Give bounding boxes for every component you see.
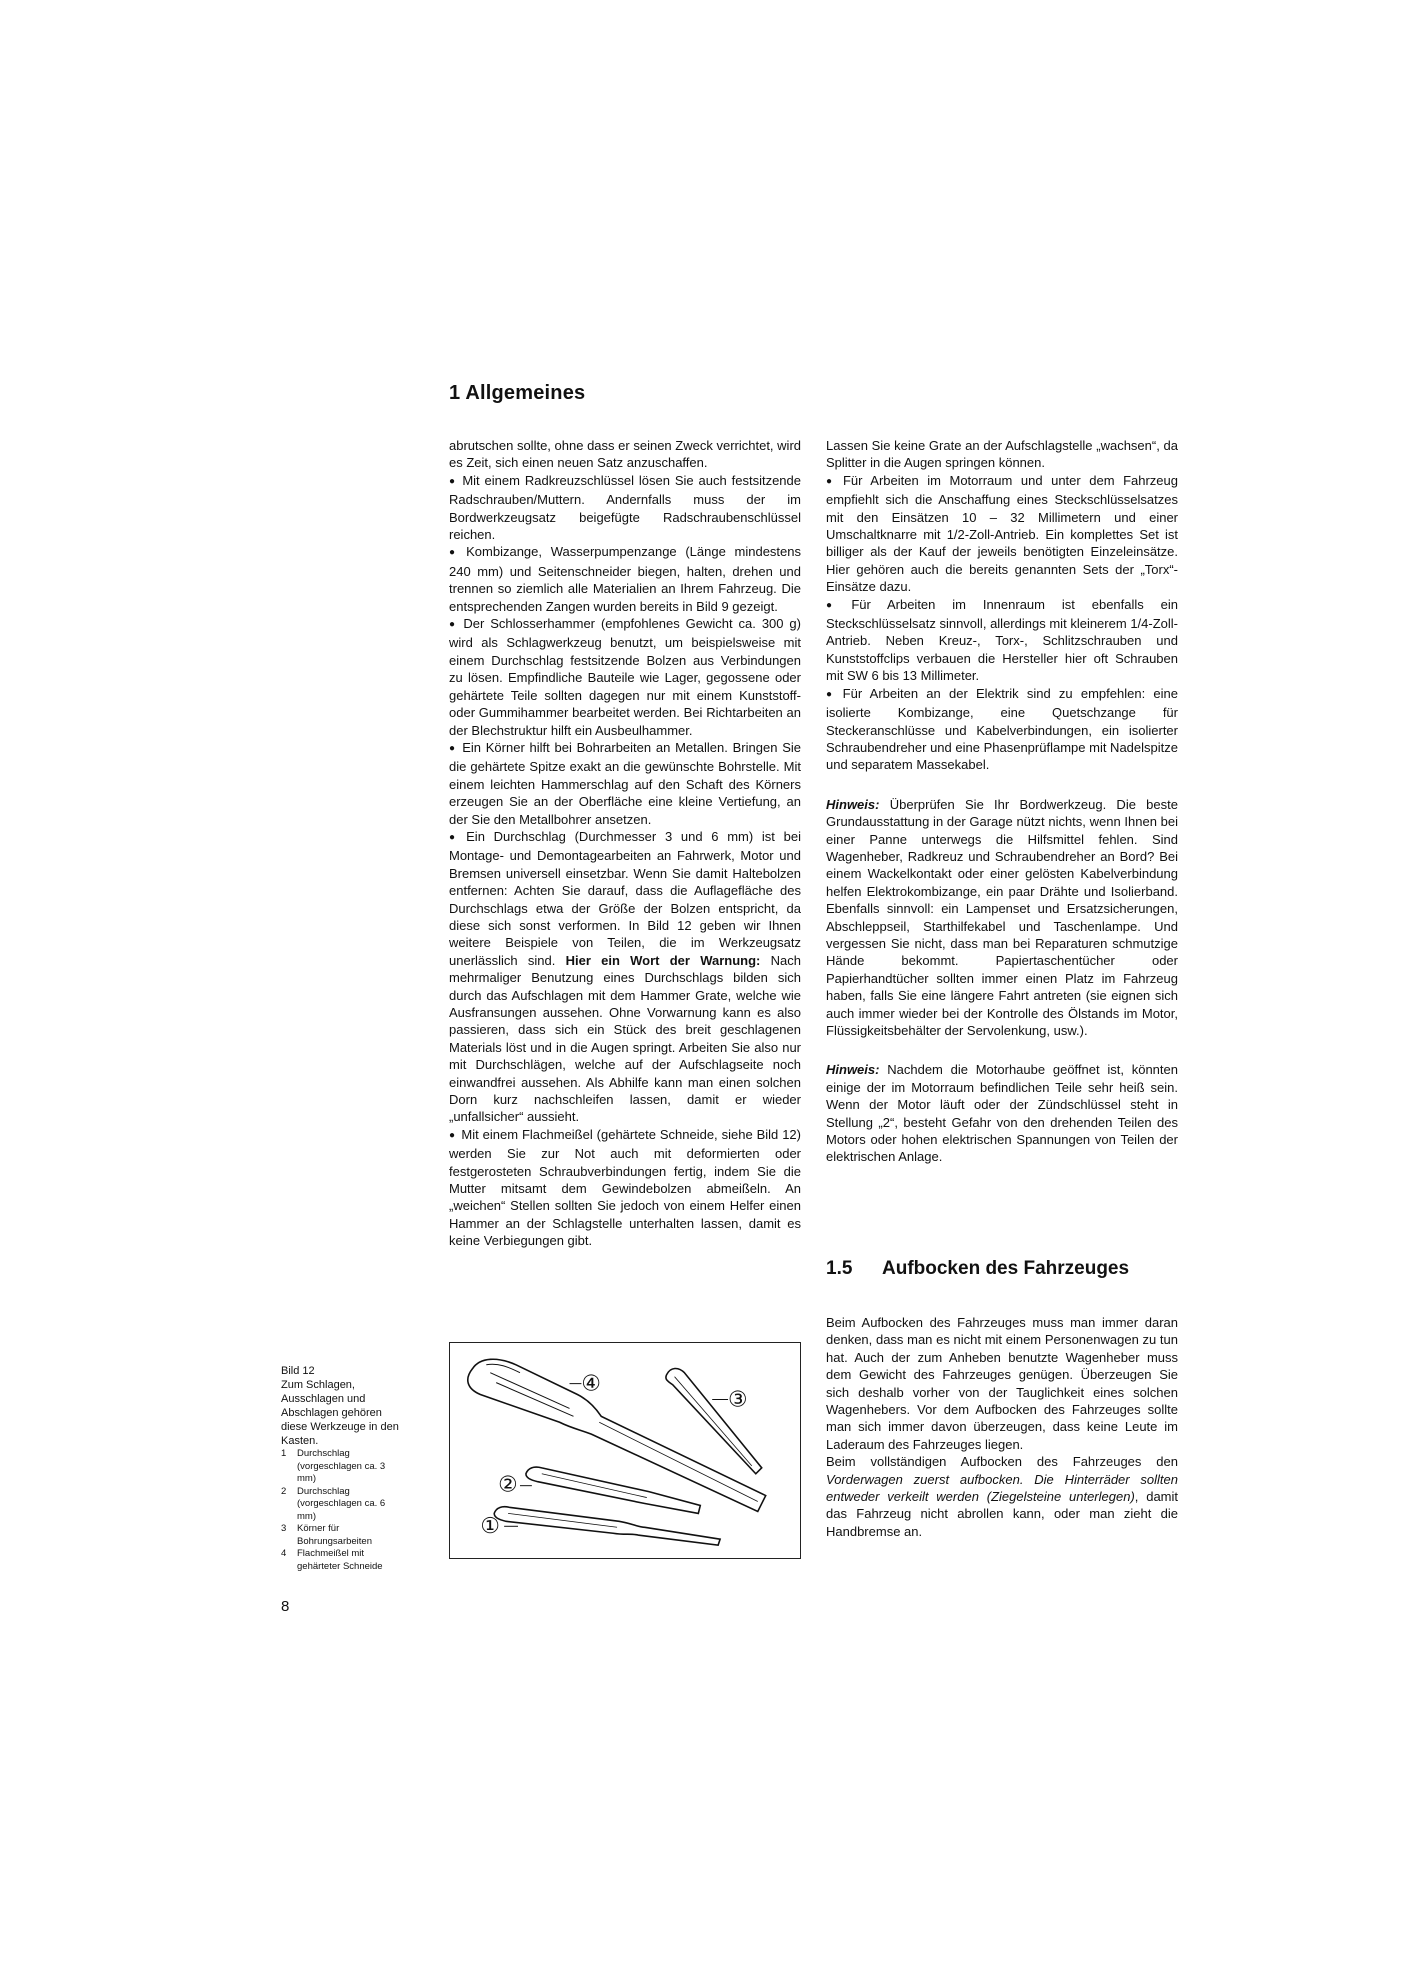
bullet-paragraph: ● Für Arbeiten an der Elektrik sind zu empfehlen: eine isolierte Kombizange, eine Quetschzange für Steckeranschlüsse und Kabelverbindungen, ein isolierter Schraubendreher und eine Phasenprüflampe mit Nadelspitze und separatem Massekabel. [826, 685, 1178, 774]
tools-illustration [449, 1342, 801, 1559]
caption-item [281, 1486, 406, 1524]
paragraph-text: Beim vollständigen Aufbocken des Fahrzeuges den [826, 1454, 1178, 1470]
caption-item-text: Durchschlag (vorgeschlagen ca. 3 mm) [297, 1448, 386, 1484]
figure-label-4: ④ [581, 1371, 601, 1397]
section-title: Aufbocken des Fahrzeuges [882, 1258, 1130, 1279]
bullet-paragraph-warning [449, 828, 801, 1126]
warning-label: Hier ein Wort der Warnung: [565, 952, 761, 968]
caption-item [281, 1448, 406, 1486]
hinweis-note [826, 796, 1178, 1040]
bullet-paragraph: ● Für Arbeiten im Motorraum und unter dem Fahrzeug empfiehlt sich die Anschaffung eines Steckschlüsselsatzes mit den Einsätzen 10 – 32 Millimetern und einer Umschaltknarre mit 1/2-Zoll-Antrieb. Ein komplettes Set ist billiger als der Kauf der jeweils benötigten Einzeleinsätze. Hier gehören auch die bereits genannten Sets der „Torx“-Einsätze dazu. [826, 472, 1178, 596]
left-text-column [449, 437, 801, 1250]
section-body [826, 1314, 1178, 1540]
paragraph-text: Nach mehrmaliger Benutzung eines Durchschlags bilden sich durch das Aufschlagen mit dem Hammer Grate, welche wie Ausfransungen aussehen. Ohne Vorwarnung kann es also passieren, dass sich ein Stück des breit geschlagenen Materials löst und in die Augen springt. Arbeiten Sie also nur mit Durchschlägen, welche auf der Aufschlagseite noch einwandfrei aussehen. Als Abhilfe kann man einen solchen Dorn kurz nachschleifen lassen, damit er wieder „unfallsicher“ aussieht. [449, 952, 801, 1125]
tools-drawing [450, 1343, 800, 1558]
figure-label-3: ③ [728, 1387, 748, 1413]
caption-item [281, 1548, 406, 1573]
figure-caption [281, 1364, 406, 1573]
hinweis-note [826, 1061, 1178, 1165]
paragraph: Lassen Sie keine Grate an der Aufschlagstelle „wachsen“, da Splitter in die Augen springen können. [826, 438, 1178, 471]
hinweis-label: Hinweis: [826, 1062, 880, 1078]
chapter-title: 1 Allgemeines [449, 382, 586, 404]
page-number: 8 [281, 1598, 290, 1615]
paragraph: Beim Aufbocken des Fahrzeuges muss man immer daran denken, dass man es nicht mit einem Personenwagen zu tun hat. Auch der zum Anheben benutzte Wagenheber muss dem Gewicht des Fahrzeuges genügen. Überzeugen Sie sich deshalb vorher von der Tauglichkeit eines solchen Wagenhebers. Vor dem Aufbocken des Fahrzeuges sollte man sich immer davon überzeugen, dass keine Leute im Laderaum des Fahrzeuges liegen. [826, 1315, 1178, 1452]
caption-item-text: Durchschlag (vorgeschlagen ca. 6 mm) [297, 1485, 386, 1522]
section-number: 1.5 [826, 1258, 853, 1279]
caption-item-text: Körner für Bohrungsarbeiten [297, 1523, 372, 1547]
figure-label-1: ① [480, 1514, 500, 1540]
caption-item-number: 3 [281, 1523, 287, 1534]
bullet-paragraph: ● Für Arbeiten im Innenraum ist ebenfalls ein Steckschlüsselsatz sinnvoll, allerdings mit kleinerem 1/4-Zoll-Antrieb. Neben Kreuz-, Torx-, Schlitzschrauben und Kunststoffclips verbauen die Hersteller hier oft Schrauben mit SW 6 bis 13 Millimeter. [826, 596, 1178, 685]
caption-title: Bild 12 [281, 1365, 315, 1377]
caption-item-text: Flachmeißel mit gehärteter Schneide [297, 1548, 383, 1572]
caption-item-number: 2 [281, 1485, 287, 1497]
paragraph: abrutschen sollte, ohne dass er seinen Zweck verrichtet, wird es Zeit, sich einen neuen Satz anzuschaffen. [449, 438, 801, 471]
bullet-paragraph: ● Ein Körner hilft bei Bohrarbeiten an Metallen. Bringen Sie die gehärtete Spitze exakt an die gewünschte Bohrstelle. Mit einem leichten Hammerschlag auf den Schaft des Körners erzeugen Sie an der Oberfläche eine kleine Vertiefung, an der Sie den Metallbohrer ansetzen. [449, 739, 801, 828]
caption-text: Zum Schlagen, Ausschlagen und Abschlagen gehören diese Werkzeuge in den Kasten. [281, 1379, 399, 1447]
note-text: Nachdem die Motorhaube geöffnet ist, könnten einige der im Motorraum befindlichen Teile sehr heiß sein. Wenn der Motor läuft oder der Zündschlüssel steht in Stellung „2“, besteht Gefahr von den drehenden Teilen des Motors oder hohen elektrischen Spannungen von Teilen der elektrischen Anlage. [826, 1062, 1178, 1165]
emphasis-text: (Ziegelsteine unterlegen) [986, 1489, 1135, 1505]
bullet-paragraph: ● Mit einem Flachmeißel (gehärtete Schneide, siehe Bild 12) werden Sie zur Not auch mit deformierten oder festgerosteten Schraubverbindungen fertig, indem Sie die Mutter mitsamt dem Gewindebolzen abmeißeln. An „weichen“ Stellen sollten Sie jedoch von einem Helfer einen Hammer an der Schlagstelle unterhalten lassen, damit es keine Verbiegungen gibt. [449, 1126, 801, 1250]
figure-label-2: ② [498, 1472, 518, 1498]
paragraph-text: , damit das Fahrzeug nicht abrollen kann, oder man zieht die Handbremse an. [826, 1489, 1178, 1539]
caption-item-number: 1 [281, 1448, 287, 1459]
bullet-paragraph: ● Der Schlosserhammer (empfohlenes Gewicht ca. 300 g) wird als Schlagwerkzeug benutzt, um beispielsweise mit einem Durchschlag festsitzende Bolzen aus Verbindungen zu lösen. Empfindliche Bauteile wie Lager, gegossene oder gehärtete Teile sollten dagegen nur mit einem Kunststoff- oder Gummihammer bearbeitet werden. Bei Richtarbeiten an der Blechstruktur hilft ein Ausbeulhammer. [449, 615, 801, 739]
paragraph-text: Ein Durchschlag (Durchmesser 3 und 6 mm) ist bei Montage- und Demontagearbeiten an Fahrwerk, Motor und Bremsen universell einsetzbar. Wenn Sie damit Haltebolzen entfernen: Achten Sie darauf, dass die Auflagefläche des Durchschlags etwa der Größe der Bolzen entspricht, da diese sich sonst verformen. In Bild 12 geben wir Ihnen weitere Beispiele von Teilen, die im Werkzeugsatz unerlässlich sind. [449, 828, 801, 968]
right-text-column [826, 437, 1178, 1166]
bullet-paragraph: ● Mit einem Radkreuzschlüssel lösen Sie auch festsitzende Radschrauben/Muttern. Andernfalls muss der im Bordwerkzeugsatz beigefügte Radschraubenschlüssel reichen. [449, 472, 801, 544]
hinweis-label: Hinweis: [826, 796, 880, 812]
caption-item [281, 1523, 406, 1548]
caption-item-number: 4 [281, 1548, 287, 1559]
emphasis-text: Vorderwagen zuerst aufbocken. Die Hinterräder sollten entweder verkeilt werden [826, 1471, 1178, 1505]
note-text: Überprüfen Sie Ihr Bordwerkzeug. Die beste Grundausstattung in der Garage nützt nichts, wenn Ihnen bei einer Panne unterwegs die Hilfsmittel fehlen. Sind Wagenheber, Radkreuz und Schraubendreher an Bord? Bei einem Wackelkontakt oder einer gelösten Kabelverbindung helfen Elektrokombizange, ein paar Drähte und Isolierband. Ebenfalls sinnvoll: ein Lampenset und Ersatzsicherungen, Abschleppseil, Starthilfekabel und Taschenlampe. Und vergessen Sie nicht, dass man bei Reparaturen schmutzige Hände bekommt. Papiertaschentücher oder Papierhandtücher sollten immer einen Platz im Fahrzeug haben, falls Sie eine längere Fahrt antreten (sie eignen sich auch immer wieder bei der Kontrolle des Ölstands im Motor, Flüssigkeitsbehälter der Servolenkung, usw.). [826, 796, 1178, 1038]
paragraph [826, 1453, 1178, 1540]
section-heading [826, 1258, 1129, 1280]
bullet-paragraph: ● Kombizange, Wasserpumpenzange (Länge mindestens 240 mm) und Seitenschneider biegen, halten, drehen und trennen so ziemlich alle Materialien an Ihrem Fahrzeug. Die entsprechenden Zangen wurden bereits in Bild 9 gezeigt. [449, 543, 801, 615]
caption-list [281, 1448, 406, 1573]
